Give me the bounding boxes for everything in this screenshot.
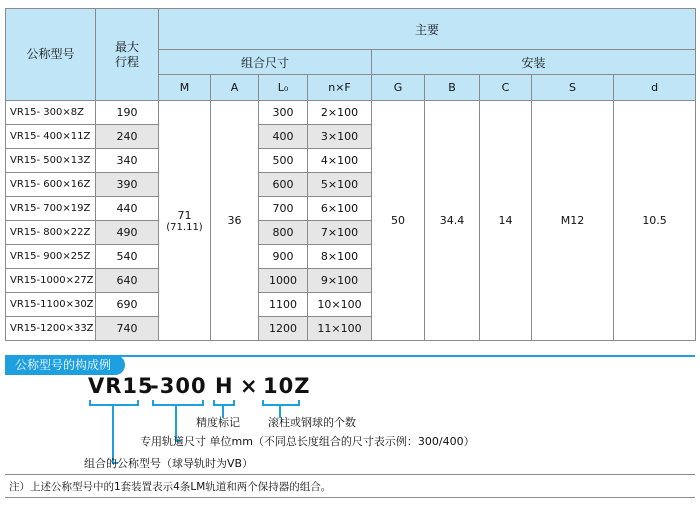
col-header-d: d xyxy=(614,75,696,101)
spec-table-body xyxy=(6,101,696,341)
spec-table xyxy=(5,8,696,341)
cell-stroke: 190 xyxy=(96,101,159,125)
code-part-precision: H xyxy=(215,374,234,398)
cell-S: M12 xyxy=(532,101,614,341)
header-model: 公称型号 xyxy=(6,9,96,101)
cell-L0: 400 xyxy=(259,125,308,149)
col-header-A: A xyxy=(211,75,259,101)
col-header-G: G xyxy=(372,75,425,101)
header-main: 主要 xyxy=(159,9,696,50)
cell-M xyxy=(159,101,211,341)
cell-model: VR15-1100×30Z xyxy=(6,293,96,317)
cell-L0: 900 xyxy=(259,245,308,269)
cell-stroke: 740 xyxy=(96,317,159,341)
cell-nF: 7×100 xyxy=(308,221,372,245)
leader-model xyxy=(112,404,114,462)
cell-M-value: 71 xyxy=(177,208,192,222)
bracket-model xyxy=(89,400,139,406)
cell-model: VR15- 700×19Z xyxy=(6,197,96,221)
header-max-stroke: 最大 行程 xyxy=(96,9,159,101)
cell-stroke: 690 xyxy=(96,293,159,317)
cell-L0: 1100 xyxy=(259,293,308,317)
cell-stroke: 440 xyxy=(96,197,159,221)
cell-B: 34.4 xyxy=(425,101,480,341)
col-header-S: S xyxy=(532,75,614,101)
cell-L0: 500 xyxy=(259,149,308,173)
cell-model: VR15-1200×33Z xyxy=(6,317,96,341)
cell-nF: 2×100 xyxy=(308,101,372,125)
col-header-nF: n×F xyxy=(308,75,372,101)
composition-section-header xyxy=(5,355,695,375)
cell-model: VR15- 500×13Z xyxy=(6,149,96,173)
bracket-length xyxy=(152,400,204,406)
cell-C: 14 xyxy=(480,101,532,341)
cell-nF: 6×100 xyxy=(308,197,372,221)
cell-M-subvalue: (71.11) xyxy=(166,221,203,233)
annotation-precision: 精度标记 xyxy=(196,416,240,429)
cell-stroke: 390 xyxy=(96,173,159,197)
header-installation: 安装 xyxy=(372,50,696,75)
cell-nF: 4×100 xyxy=(308,149,372,173)
bracket-rollers xyxy=(262,400,300,406)
cell-nF: 10×100 xyxy=(308,293,372,317)
cell-stroke: 490 xyxy=(96,221,159,245)
code-part-times: × xyxy=(240,374,259,398)
cell-A: 36 xyxy=(211,101,259,341)
cell-stroke: 340 xyxy=(96,149,159,173)
cell-L0: 1200 xyxy=(259,317,308,341)
code-part-length: -300 xyxy=(150,374,207,398)
cell-d: 10.5 xyxy=(614,101,696,341)
cell-model: VR15- 400×11Z xyxy=(6,125,96,149)
bracket-precision xyxy=(213,400,235,406)
col-header-B: B xyxy=(425,75,480,101)
col-header-C: C xyxy=(480,75,532,101)
annotation-rollers: 滚柱或钢球的个数 xyxy=(268,416,356,429)
cell-model: VR15- 300×8Z xyxy=(6,101,96,125)
cell-L0: 1000 xyxy=(259,269,308,293)
annotation-rail-length: 专用轨道尺寸 单位mm（不同总长度组合的尺寸表示例：300/400） xyxy=(140,435,475,448)
cell-model: VR15- 900×25Z xyxy=(6,245,96,269)
cell-model: VR15- 600×16Z xyxy=(6,173,96,197)
table-row xyxy=(6,101,696,125)
cell-G: 50 xyxy=(372,101,425,341)
cell-model: VR15-1000×27Z xyxy=(6,269,96,293)
code-part-rollers: 10Z xyxy=(263,374,311,398)
cell-nF: 11×100 xyxy=(308,317,372,341)
col-header-L0: L₀ xyxy=(259,75,308,101)
cell-model: VR15- 800×22Z xyxy=(6,221,96,245)
cell-nF: 8×100 xyxy=(308,245,372,269)
header-combined-dimensions: 组合尺寸 xyxy=(159,50,372,75)
cell-L0: 700 xyxy=(259,197,308,221)
annotation-model: 组合的公称型号（球导轨时为VB） xyxy=(84,457,254,470)
footnote: 注）上述公称型号中的1套装置表示4条LM轨道和两个保持器的组合。 xyxy=(5,474,695,498)
cell-stroke: 240 xyxy=(96,125,159,149)
cell-L0: 600 xyxy=(259,173,308,197)
col-header-M: M xyxy=(159,75,211,101)
cell-L0: 800 xyxy=(259,221,308,245)
cell-nF: 5×100 xyxy=(308,173,372,197)
composition-title: 公称型号的构成例 xyxy=(5,355,125,375)
cell-nF: 3×100 xyxy=(308,125,372,149)
cell-stroke: 640 xyxy=(96,269,159,293)
cell-L0: 300 xyxy=(259,101,308,125)
code-part-model: VR15 xyxy=(88,374,154,398)
cell-stroke: 540 xyxy=(96,245,159,269)
cell-nF: 9×100 xyxy=(308,269,372,293)
